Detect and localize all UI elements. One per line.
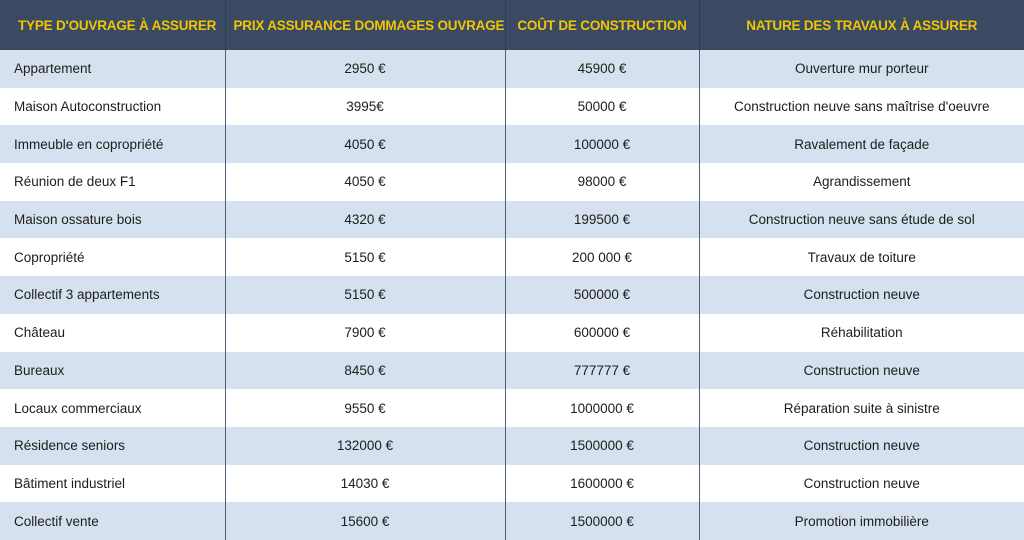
table-row <box>0 238 1024 276</box>
cell-cout-construction: 200 000 € <box>505 238 699 276</box>
cell-cout-construction: 98000 € <box>505 163 699 201</box>
cell-type-ouvrage: Locaux commerciaux <box>0 389 225 427</box>
cell-cout-construction: 45900 € <box>505 50 699 88</box>
cell-cout-construction: 100000 € <box>505 125 699 163</box>
header-nature-travaux: NATURE DES TRAVAUX À ASSURER <box>699 0 1024 50</box>
cell-nature-travaux: Réhabilitation <box>699 314 1024 352</box>
table-body <box>0 50 1024 540</box>
table-row <box>0 201 1024 239</box>
table-row <box>0 502 1024 540</box>
cell-prix-assurance: 132000 € <box>225 427 505 465</box>
cell-cout-construction: 1600000 € <box>505 465 699 503</box>
cell-type-ouvrage: Bureaux <box>0 352 225 390</box>
cell-nature-travaux: Agrandissement <box>699 163 1024 201</box>
cell-type-ouvrage: Château <box>0 314 225 352</box>
cell-type-ouvrage: Réunion de deux F1 <box>0 163 225 201</box>
cell-prix-assurance: 9550 € <box>225 389 505 427</box>
header-prix-assurance: PRIX ASSURANCE DOMMAGES OUVRAGE <box>225 0 505 50</box>
table-row <box>0 50 1024 88</box>
cell-cout-construction: 500000 € <box>505 276 699 314</box>
cell-cout-construction: 600000 € <box>505 314 699 352</box>
cell-nature-travaux: Construction neuve <box>699 352 1024 390</box>
cell-nature-travaux: Construction neuve <box>699 276 1024 314</box>
cell-nature-travaux: Travaux de toiture <box>699 238 1024 276</box>
cell-type-ouvrage: Collectif vente <box>0 502 225 540</box>
cell-prix-assurance: 4320 € <box>225 201 505 239</box>
cell-prix-assurance: 2950 € <box>225 50 505 88</box>
cell-cout-construction: 1000000 € <box>505 389 699 427</box>
table-row <box>0 389 1024 427</box>
cell-type-ouvrage: Appartement <box>0 50 225 88</box>
cell-prix-assurance: 4050 € <box>225 163 505 201</box>
cell-prix-assurance: 7900 € <box>225 314 505 352</box>
table-row <box>0 314 1024 352</box>
cell-type-ouvrage: Maison ossature bois <box>0 201 225 239</box>
table-row <box>0 88 1024 126</box>
cell-nature-travaux: Ravalement de façade <box>699 125 1024 163</box>
cell-prix-assurance: 4050 € <box>225 125 505 163</box>
cell-cout-construction: 777777 € <box>505 352 699 390</box>
table-row <box>0 465 1024 503</box>
cell-prix-assurance: 14030 € <box>225 465 505 503</box>
table-row <box>0 427 1024 465</box>
cell-type-ouvrage: Maison Autoconstruction <box>0 88 225 126</box>
cell-prix-assurance: 5150 € <box>225 276 505 314</box>
cell-cout-construction: 1500000 € <box>505 427 699 465</box>
cell-nature-travaux: Promotion immobilière <box>699 502 1024 540</box>
cell-nature-travaux: Construction neuve sans étude de sol <box>699 201 1024 239</box>
cell-nature-travaux: Construction neuve <box>699 427 1024 465</box>
cell-prix-assurance: 15600 € <box>225 502 505 540</box>
table-header <box>0 0 1024 50</box>
cell-type-ouvrage: Immeuble en copropriété <box>0 125 225 163</box>
cell-nature-travaux: Construction neuve <box>699 465 1024 503</box>
cell-prix-assurance: 3995€ <box>225 88 505 126</box>
table-row <box>0 352 1024 390</box>
header-type-ouvrage: TYPE D'OUVRAGE À ASSURER <box>0 0 225 50</box>
cell-nature-travaux: Construction neuve sans maîtrise d'oeuvre <box>699 88 1024 126</box>
cell-nature-travaux: Ouverture mur porteur <box>699 50 1024 88</box>
table-row <box>0 163 1024 201</box>
cell-nature-travaux: Réparation suite à sinistre <box>699 389 1024 427</box>
table-row <box>0 125 1024 163</box>
cell-type-ouvrage: Collectif 3 appartements <box>0 276 225 314</box>
cell-type-ouvrage: Copropriété <box>0 238 225 276</box>
cell-cout-construction: 1500000 € <box>505 502 699 540</box>
cell-cout-construction: 50000 € <box>505 88 699 126</box>
header-cout-construction: COÛT DE CONSTRUCTION <box>505 0 699 50</box>
table-row <box>0 276 1024 314</box>
cell-cout-construction: 199500 € <box>505 201 699 239</box>
header-row <box>0 0 1024 50</box>
cell-type-ouvrage: Bâtiment industriel <box>0 465 225 503</box>
cell-type-ouvrage: Résidence seniors <box>0 427 225 465</box>
cell-prix-assurance: 5150 € <box>225 238 505 276</box>
cell-prix-assurance: 8450 € <box>225 352 505 390</box>
